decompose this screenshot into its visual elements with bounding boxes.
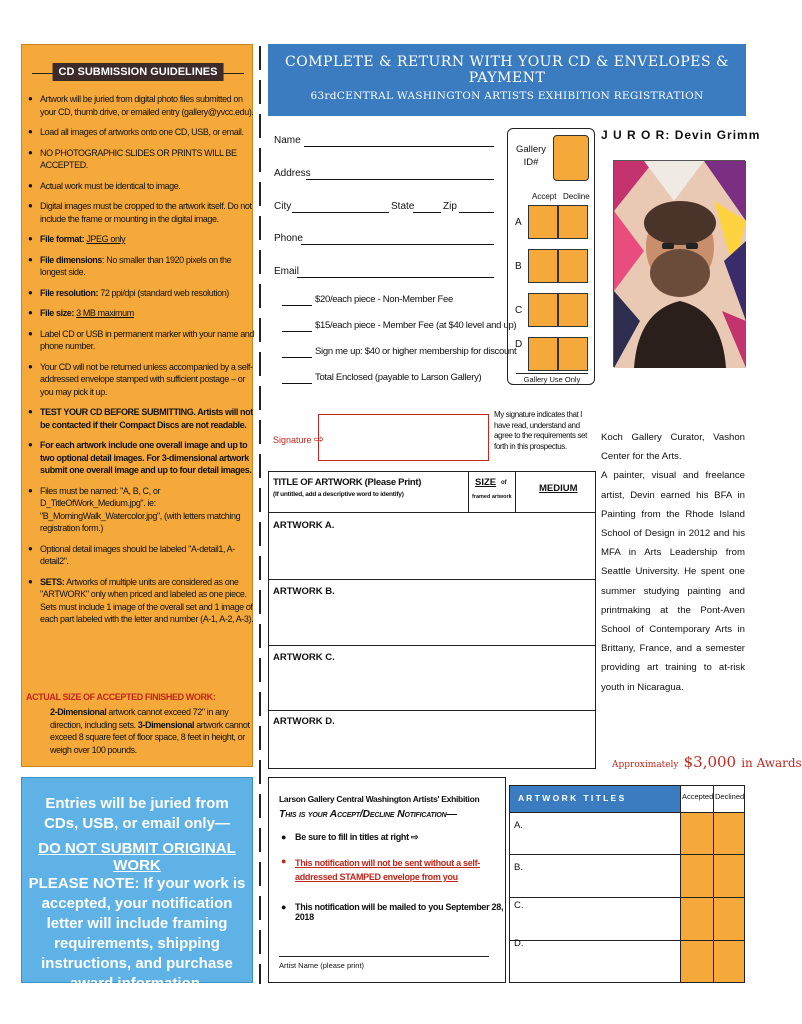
guideline-item — [22, 126, 254, 139]
row-rule — [510, 897, 744, 898]
decline-box-a[interactable] — [558, 205, 588, 239]
divider-dash — [259, 114, 261, 138]
divider-dash — [259, 522, 261, 546]
address-label: Address — [274, 168, 311, 179]
signature-field[interactable] — [318, 414, 489, 461]
guideline-item — [22, 287, 254, 300]
guidelines-title-bar — [22, 63, 254, 83]
guideline-item — [22, 576, 254, 626]
artwork-a-label: ARTWORK A. — [273, 520, 335, 531]
total-blank[interactable] — [282, 383, 312, 384]
medium-column-header: MEDIUM — [539, 483, 578, 494]
accept-box-a[interactable] — [528, 205, 558, 239]
awards-amount: $3,000 — [683, 753, 737, 771]
accept-box-d[interactable] — [528, 337, 558, 371]
divider-dash — [259, 726, 261, 750]
divider-dash — [259, 420, 261, 444]
divider-dash — [259, 624, 261, 648]
actual-size-text — [50, 706, 250, 756]
guideline-text: Label CD or USB in permanent marker with your name and phone number. — [40, 328, 255, 351]
membership-signup: Sign me up: $40 or higher membership for discount — [315, 346, 517, 357]
guideline-item — [22, 406, 254, 431]
guideline-text: : No smaller than 1920 pixels on the longest side. — [40, 254, 232, 277]
row-label-a: A — [515, 217, 522, 228]
divider-dash — [259, 794, 261, 818]
please-note: PLEASE NOTE: If your work is accepted, your notification letter will include framing requirements, shipping instructions, and purchase award information. — [28, 875, 246, 992]
actual-2d-label: 2-Dimensional — [50, 707, 107, 717]
bullet: ● — [281, 832, 287, 842]
guideline-text: Artwork will be juried from digital photo files submitted on your CD, thumb drive, or emailed entry (gallery@yvcc.edu). — [40, 94, 254, 117]
divider-dash — [259, 488, 261, 512]
guideline-bold: File dimensions — [40, 254, 103, 265]
bullet: ● — [281, 902, 287, 912]
row-rule — [510, 854, 744, 855]
decline-box-d[interactable] — [558, 337, 588, 371]
decline-box-b[interactable] — [558, 249, 588, 283]
guideline-bold: File size: — [40, 308, 75, 318]
guideline-item — [22, 200, 254, 225]
guideline-item — [22, 439, 254, 477]
guideline-item — [22, 543, 254, 568]
divider-dash — [259, 692, 261, 716]
awards-suffix: in Awards — [741, 756, 802, 770]
divider-dash — [259, 862, 261, 886]
guideline-item — [22, 254, 254, 279]
divider-dash — [259, 182, 261, 206]
decline-label: Decline — [563, 192, 590, 201]
guideline-text: Digital images must be cropped to the artwork itself. Do not include the frame or mounting in the digital image. — [40, 201, 252, 224]
divider-dash — [259, 284, 261, 308]
accept-box-c[interactable] — [528, 293, 558, 327]
actual-3d-label: 3-Dimensional — [137, 719, 195, 730]
header-line-2: 63rdCENTRAL WASHINGTON ARTISTS EXHIBITION REGISTRATION — [310, 90, 704, 102]
fee-member: $15/each piece - Member Fee (at $40 level and up) — [315, 320, 517, 331]
artwork-b-label: ARTWORK B. — [273, 586, 335, 597]
size-column-sub: framed artwork — [472, 494, 512, 500]
guideline-item — [22, 307, 254, 320]
juror-portrait-graphic — [614, 161, 746, 368]
guideline-item — [22, 361, 254, 399]
guideline-item — [22, 233, 254, 246]
envelope-warning: This notification will not be sent without a self-addressed STAMPED envelope from you — [295, 858, 481, 882]
divider-dash — [259, 352, 261, 376]
fee-nonmember-blank[interactable] — [282, 305, 312, 306]
guideline-bold: File format: — [40, 234, 85, 244]
total-enclosed: Total Enclosed (payable to Larson Gallery) — [315, 372, 482, 383]
divider-dash — [259, 46, 261, 70]
artwork-c-label: ARTWORK C. — [273, 652, 335, 663]
header-line-1: COMPLETE & RETURN WITH YOUR CD & ENVELOPES & PAYMENT — [285, 54, 729, 86]
decline-box-c[interactable] — [558, 293, 588, 327]
address-field[interactable] — [306, 179, 494, 180]
guideline-bold: For each artwork include one overall image and up to two optional detail images. For 3-dimensional artwork submit one overall image and up to four detail images. — [40, 440, 252, 475]
guideline-text: Load all images of artworks onto one CD, USB, or email. — [40, 127, 244, 137]
juror-bio-text: A painter, visual and freelance artist, Devin earned his BFA in Painting from the Rhode Island School of Design in 2012 and his MFA in Arts Leadership from Seattle University. He spent one summer studying painting and printmaking at the Pont-Aven School of Contemporary Arts in Brittany, France, and a semester providing art training to at-risk youth in Nicaragua. — [601, 470, 745, 693]
juror-heading — [601, 128, 760, 142]
divider-dash — [259, 556, 261, 580]
guidelines-title: CD SUBMISSION GUIDELINES — [53, 63, 224, 81]
guidelines-list — [22, 93, 254, 634]
titles-header: A R T W O R K T I T L E S — [518, 793, 625, 803]
phone-label: Phone — [274, 233, 303, 244]
guideline-item — [22, 485, 254, 535]
membership-blank[interactable] — [282, 357, 312, 358]
arrow-right-icon: ⇨ — [411, 832, 419, 842]
guideline-text: Optional detail images should be labeled "A-detail1, A-detail2". — [40, 543, 235, 566]
guideline-underline: 3 MB maximum — [76, 308, 134, 318]
accept-box-b[interactable] — [528, 249, 558, 283]
guidelines-panel — [21, 44, 253, 767]
title-row-a: A. — [514, 820, 523, 831]
juror-photo — [613, 160, 745, 367]
zip-field[interactable] — [459, 212, 494, 213]
actual-2d-text: artwork cannot exceed 72" in any direction, including sets. — [50, 707, 229, 730]
signature-statement: My signature indicates that I have read, understand and agree to the requirements set forth in this prospectus. — [494, 410, 587, 451]
title-row-d: D. — [514, 938, 524, 949]
juried-notice: Entries will be juried from CDs, USB, or email only— — [44, 795, 230, 832]
no-original-notice: DO NOT SUBMIT ORIGINAL WORK — [38, 840, 236, 874]
juror-bio-title: Koch Gallery Curator, Vashon Center for the Arts. — [601, 432, 745, 463]
accept-label: Accept — [532, 192, 557, 201]
state-field[interactable] — [413, 212, 441, 213]
divider-dash — [259, 896, 261, 920]
title-column-sub: (If untitled, add a descriptive word to identify) — [273, 491, 404, 498]
row-rule — [269, 579, 595, 580]
row-label-b: B — [515, 261, 522, 272]
divider-dash — [259, 250, 261, 274]
juror-name: Devin Grimm — [674, 128, 761, 142]
notification-line-1: Larson Gallery Central Washington Artists' Exhibition — [279, 794, 480, 804]
divider-dash — [259, 658, 261, 682]
title-column-header: TITLE OF ARTWORK (Please Print) — [273, 477, 422, 488]
guideline-text: NO PHOTOGRAPHIC SLIDES OR PRINTS WILL BE ACCEPTED. — [40, 147, 237, 170]
id-label: ID# — [523, 157, 539, 168]
gallery-id-box[interactable] — [553, 135, 589, 181]
city-field[interactable] — [292, 212, 389, 213]
awards-text — [612, 752, 802, 771]
arrow-right-icon: ⇨ — [314, 432, 325, 446]
gallery-use-only: Gallery Use Only — [516, 373, 588, 384]
gallery-use-box — [507, 128, 595, 385]
notice-panel — [21, 777, 253, 992]
signature-label — [273, 432, 324, 446]
guideline-bold: SETS: — [40, 576, 65, 587]
guideline-underline: JPEG only — [86, 234, 126, 244]
guideline-item — [22, 93, 254, 118]
artwork-titles-table — [509, 785, 745, 983]
juror-bio — [601, 428, 745, 697]
email-field[interactable] — [297, 277, 494, 278]
guideline-bold: TEST YOUR CD BEFORE SUBMITTING. Artists will not be contacted if their Compact Discs are not readable. — [40, 407, 253, 430]
size-of: of — [501, 480, 507, 486]
row-rule — [269, 645, 595, 646]
fill-titles-text: Be sure to fill in titles at right — [295, 832, 409, 842]
row-rule — [269, 710, 595, 711]
divider-dash — [259, 216, 261, 240]
name-label: Name — [274, 135, 301, 146]
guideline-text: Your CD will not be returned unless accompanied by a self-addressed envelope stamped with sufficient postage – or you may pick it up. — [40, 361, 253, 397]
notification-line-2: This is your Accept/Decline Notification— — [279, 808, 457, 820]
signature-label-text: Signature — [273, 435, 312, 445]
guideline-item — [22, 328, 254, 353]
awards-prefix: Approximately — [612, 760, 679, 770]
bullet: ● — [281, 856, 287, 866]
divider-dash — [259, 80, 261, 104]
artwork-table — [268, 471, 596, 769]
fee-member-blank[interactable] — [282, 331, 312, 332]
title-row-b: B. — [514, 862, 523, 873]
divider-dash — [259, 318, 261, 342]
city-label: City — [274, 201, 292, 212]
actual-size-title: ACTUAL SIZE OF ACCEPTED FINISHED WORK: — [26, 692, 216, 702]
guideline-text: Actual work must be identical to image. — [40, 180, 181, 191]
divider-dash — [259, 930, 261, 954]
fill-titles-note — [295, 832, 418, 843]
notification-card — [268, 777, 506, 983]
gallery-id-label — [514, 143, 548, 169]
name-field[interactable] — [304, 146, 494, 147]
divider-dash — [259, 148, 261, 172]
declined-header: Declined — [715, 792, 745, 801]
divider-dash — [259, 386, 261, 410]
artist-name-field[interactable] — [279, 956, 489, 957]
col-divider — [468, 472, 469, 512]
juror-label: J U R O R: — [601, 128, 671, 142]
registration-header — [268, 44, 746, 116]
guideline-text: Artworks of multiple units are considered as one "ARTWORK" only when priced and labeled as one piece. Sets must include 1 image of the overall set and 1 image of each part labeled with the letter and number (A-1, A-2, A-3). — [40, 576, 254, 624]
fee-nonmember: $20/each piece - Non-Member Fee — [315, 294, 454, 305]
mail-date-note: This notification will be mailed to you September 28, 2018 — [295, 902, 504, 922]
size-column-header: SIZE — [475, 477, 497, 488]
divider-dash — [259, 760, 261, 784]
guideline-text: 72 ppi/dpi (standard web resolution) — [98, 287, 229, 298]
row-label-d: D — [515, 339, 523, 350]
email-label: Email — [274, 266, 300, 277]
artwork-d-label: ARTWORK D. — [273, 716, 335, 727]
col-divider — [515, 472, 516, 512]
artist-name-label: Artist Name (please print) — [279, 961, 365, 970]
row-rule — [510, 940, 744, 941]
gallery-label: Gallery — [515, 144, 547, 155]
header-rule — [269, 512, 595, 513]
guideline-text: Files must be named: "A, B, C, or D_TitleOfWork_Medium.jpg". ie: "B_MorningWalk_Watercolor.jpg", (with letters matching registration form.) — [40, 485, 241, 533]
title-row-c: C. — [514, 900, 524, 911]
divider-dash — [259, 590, 261, 614]
guideline-item — [22, 147, 254, 172]
state-label: State — [391, 201, 415, 212]
guideline-item — [22, 180, 254, 193]
guideline-bold: File resolution: — [40, 287, 99, 298]
divider-dash — [259, 964, 261, 984]
divider-dash — [259, 828, 261, 852]
zip-label: Zip — [443, 201, 457, 212]
accepted-header: Accepted — [682, 792, 714, 801]
actual-3d-text: artwork cannot exceed 8 square feet of floor space, 8 feet in height, or weigh over 100 pounds. — [50, 719, 250, 755]
divider-dash — [259, 454, 261, 478]
phone-field[interactable] — [301, 244, 494, 245]
row-label-c: C — [515, 305, 523, 316]
